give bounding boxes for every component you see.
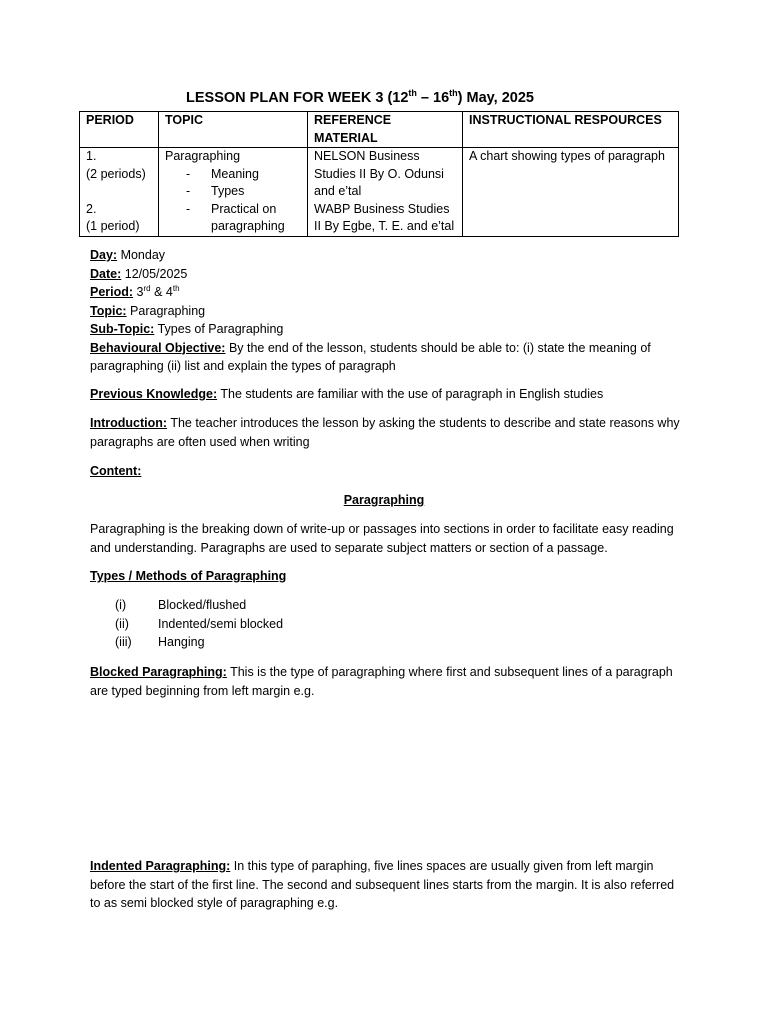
list-item: - Meaning <box>186 166 259 181</box>
header-resources: INSTRUCTIONAL RESPOURCES <box>463 112 679 148</box>
types-heading: Types / Methods of Paragraphing <box>90 569 287 583</box>
list-item: - Types <box>186 184 245 198</box>
list-item: (i) Blocked/flushed <box>115 598 247 612</box>
content-paragraph: Paragraphing is the breaking down of write-up or passages into sections in order to facilitate easy reading and understanding. Paragraphs are used to separate subject matters or section of a passage. <box>90 522 674 555</box>
resources-cell: A chart showing types of paragraph <box>463 148 679 237</box>
header-reference: REFERENCE MATERIAL <box>308 112 463 148</box>
day-line: Day: Monday <box>90 248 166 262</box>
objective-paragraph: Behavioural Objective: By the end of the lesson, students should be able to: (i) state the meaning of paragraphing (ii) list and explain the types of paragraph <box>90 340 651 373</box>
table-header-row <box>80 112 679 148</box>
page-title: LESSON PLAN FOR WEEK 3 (12th – 16th) May, 2025 <box>186 88 534 106</box>
reference-cell: NELSON Business Studies II By O. Odunsi and e’tal WABP Business Studies II By Egbe, T. E. and e’tal <box>308 148 463 237</box>
subtopic-line: Sub-Topic: Types of Paragraphing <box>90 322 284 336</box>
list-item: (ii) Indented/semi blocked <box>115 616 284 631</box>
period-cell: 1. (2 periods) 2. (1 period) <box>80 148 159 237</box>
table-row <box>80 148 679 237</box>
blocked-paragraph: Blocked Paragraphing: This is the type of paragraphing where first and subsequent lines of a paragraph are typed beginning from left margin e.g. <box>90 665 673 698</box>
period-line: Period: 3rd & 4th <box>90 283 180 299</box>
previous-knowledge: Previous Knowledge: The students are familiar with the use of paragraph in English studies <box>90 387 604 401</box>
types-list <box>90 596 680 652</box>
header-period: PERIOD <box>80 112 159 148</box>
topic-cell: Paragraphing - Meaning - Types - Practical on paragraphing <box>159 148 308 237</box>
lesson-details <box>90 246 680 376</box>
lesson-plan-table <box>79 111 679 237</box>
content-heading: Paragraphing <box>343 493 425 507</box>
content-label: Content: <box>90 464 142 478</box>
header-topic: TOPIC <box>159 112 308 148</box>
date-line: Date: 12/05/2025 <box>90 266 188 281</box>
introduction-paragraph: Introduction: The teacher introduces the lesson by asking the students to describe and state reasons why paragraphs are often used when writing <box>90 416 680 449</box>
topic-line: Topic: Paragraphing <box>90 303 206 318</box>
list-item: (iii) Hanging <box>115 635 205 649</box>
list-item: - Practical on paragraphing <box>186 201 285 233</box>
indented-paragraph: Indented Paragraphing: In this type of paraphing, five lines spaces are usually given from left margin before the start of the first line. The second and subsequent lines starts from the margin. It is also referred to as semi blocked style of paragraphing e.g. <box>90 859 675 910</box>
